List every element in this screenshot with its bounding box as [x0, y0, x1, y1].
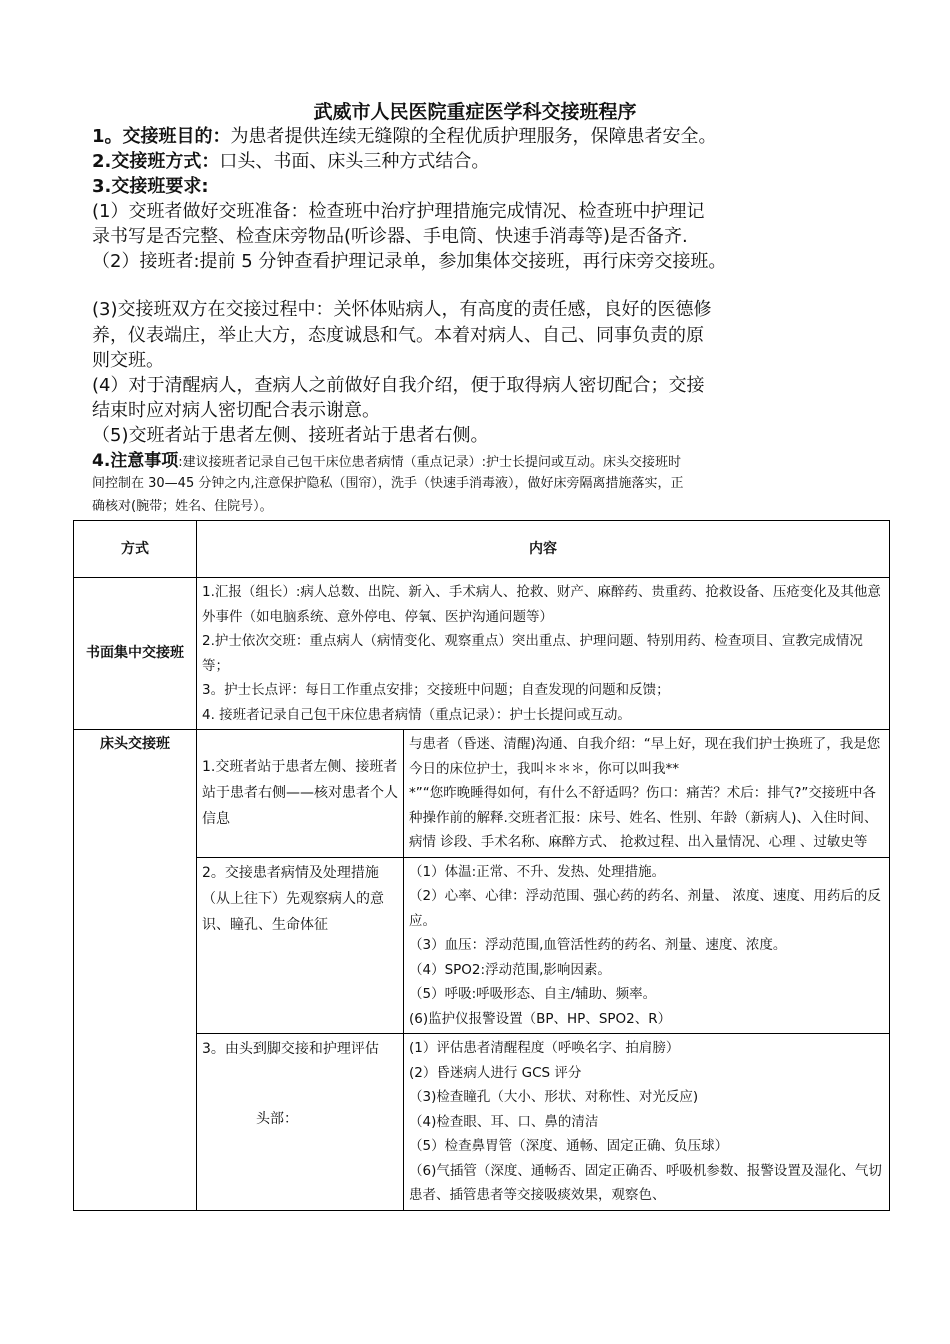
notes-text-1: :建议接班者记录自己包干床位患者病情（重点记录）:护士长提问或互动。床头交接班时 [178, 455, 682, 470]
req3-line2: 养，仪表端庄，举止大方，态度诚恳和气。本着对病人、自己、同事负责的原 [92, 325, 704, 346]
handover-table [73, 520, 890, 1211]
bedside-3-line-3: （3)检查瞳孔（大小、形状、对称性、对光反应) [409, 1089, 699, 1105]
purpose-label: 1。交接班目的： [92, 126, 231, 147]
bedside-2-line-1: （1）体温:正常、不升、发热、处理措施。 [409, 863, 666, 880]
bedside-step-1: 1.交班者站于患者左侧、接班者站于患者右侧——核对患者个人信息 [197, 730, 404, 858]
req2-line1: （2）接班者:提前 5 分钟查看护理记录单，参加集体交接班，再行床旁交接班。 [92, 251, 727, 272]
bedside-3-line-5: （5）检查鼻胃管（深度、通畅、固定正确、负压球） [409, 1138, 729, 1154]
requirements-label: 3.交接班要求: [92, 176, 209, 197]
table-header-row [74, 521, 890, 578]
bedside-row-3 [74, 1034, 890, 1211]
bedside-1-line-1: 与患者（昏迷、清醒)沟通、自我介绍：“早上好，现在我们护士换班了，我是您今日的床位护士，我叫＊＊＊，你可以叫我** [409, 736, 881, 777]
bedside-2-line-4: （4）SPO2:浮动范围,影响因素。 [409, 961, 611, 978]
req3-line3: 则交班。 [92, 350, 164, 371]
method-line [92, 149, 892, 174]
written-line-4: 4. 接班者记录自己包干床位患者病情（重点记录）：护士长提问或互动。 [202, 706, 631, 723]
written-line-3: 3。护士长点评：每日工作重点安排；交接班中问题；自查发现的问题和反馈； [202, 682, 670, 698]
bedside-row-2 [74, 857, 890, 1034]
written-mode: 书面集中交接班 [74, 578, 197, 730]
purpose-line [92, 124, 892, 149]
bedside-step-3 [197, 1034, 404, 1211]
bedside-content-1 [404, 730, 890, 858]
notes-line3: 确核对(腕带；姓名、住院号）。 [92, 499, 273, 514]
req3-line1: (3)交接班双方在交接过程中：关怀体贴病人，有高度的责任感，良好的医德修 [92, 299, 712, 320]
bedside-2-line-5: （5）呼吸:呼吸形态、自主/辅助、频率。 [409, 986, 657, 1002]
page-title: 武威市人民医院重症医学科交接班程序 [313, 101, 637, 123]
bedside-2-line-3: （3）血压：浮动范围,血管活性药的药名、剂量、速度、浓度。 [409, 937, 787, 953]
bedside-1-line-2: *”“您昨晚睡得如何，有什么不舒适吗？伤口：痛苦？术后：排气?”交接班中各种操作前的解释.交班者汇报：床号、姓名、性别、年龄（新病人)、入住时间、病情 诊段、手术名称、麻醉方式、 抢救过程、出入量情况、心理 、过敏史等 [409, 785, 878, 850]
method-label: 2.交接班方式： [92, 151, 220, 172]
method-text: 口头、书面、床头三种方式结合。 [219, 151, 490, 172]
head-section-label: 头部： [256, 1111, 298, 1127]
header-mode: 方式 [74, 521, 197, 578]
bedside-3-line-4: （4)检查眼、耳、口、鼻的清洁 [409, 1113, 599, 1130]
requirements-heading [92, 174, 892, 199]
bedside-3-line-2: (2）昏迷病人进行 GCS 评分 [409, 1064, 582, 1081]
written-line-1: 1.汇报（组长）:病人总数、出院、新入、手术病人、抢救、财产、麻醉药、贵重药、抢救设备、压疮变化及其他意外事件（如电脑系统、意外停电、停氧、医护沟通问题等） [202, 584, 881, 625]
bedside-mode: 床头交接班 [74, 730, 197, 1211]
header-content: 内容 [197, 521, 890, 578]
bedside-step-3-text: 3。由头到脚交接和护理评估 [202, 1041, 379, 1057]
written-row [74, 578, 890, 730]
purpose-text: 为患者提供连续无缝隙的全程优质护理服务，保障患者安全。 [230, 126, 717, 147]
bedside-2-line-6: (6)监护仪报警设置（BP、HP、SPO2、R） [409, 1010, 672, 1027]
notes-line1 [92, 450, 892, 474]
written-line-2: 2.护士依次交班：重点病人（病情变化、观察重点）突出重点、护理问题、特别用药、检查项目、宣教完成情况等； [202, 633, 863, 674]
bedside-3-line-1: (1）评估患者清醒程度（呼唤名字、拍肩膀） [409, 1040, 680, 1056]
req5-line1: （5)交班者站于患者左侧、接班者站于患者右侧。 [92, 425, 489, 446]
written-content [197, 578, 890, 730]
req1-line1: (1）交班者做好交班准备：检查班中治疗护理措施完成情况、检查班中护理记 [92, 201, 705, 222]
bedside-3-line-6: （6)气插管（深度、通畅否、固定正确否、呼吸机参数、报警设置及湿化、气切患者、插管患者等交接吸痰效果，观察色、 [409, 1162, 882, 1203]
bedside-row-1 [74, 730, 890, 858]
req4-line1: (4）对于清醒病人，查病人之前做好自我介绍，便于取得病人密切配合；交接 [92, 375, 705, 396]
bedside-content-3 [404, 1034, 890, 1211]
req1-line2: 录书写是否完整、检查床旁物品(听诊器、手电筒、快速手消毒等)是否备齐. [92, 226, 688, 247]
bedside-content-2 [404, 857, 890, 1034]
req4-line2: 结束时应对病人密切配合表示谢意。 [92, 400, 380, 421]
bedside-2-line-2: （2）心率、心律：浮动范围、强心药的药名、剂量、 浓度、速度、用药后的反应。 [409, 888, 881, 929]
notes-label: 4.注意事项 [92, 451, 179, 471]
bedside-step-2: 2。交接患者病情及处理措施（从上往下）先观察病人的意识、瞳孔、生命体征 [197, 857, 404, 1034]
notes-line2: 间控制在 30—45 分钟之内,注意保护隐私（围帘），洗手（快速手消毒液），做好床旁隔离措施落实，正 [92, 476, 684, 491]
